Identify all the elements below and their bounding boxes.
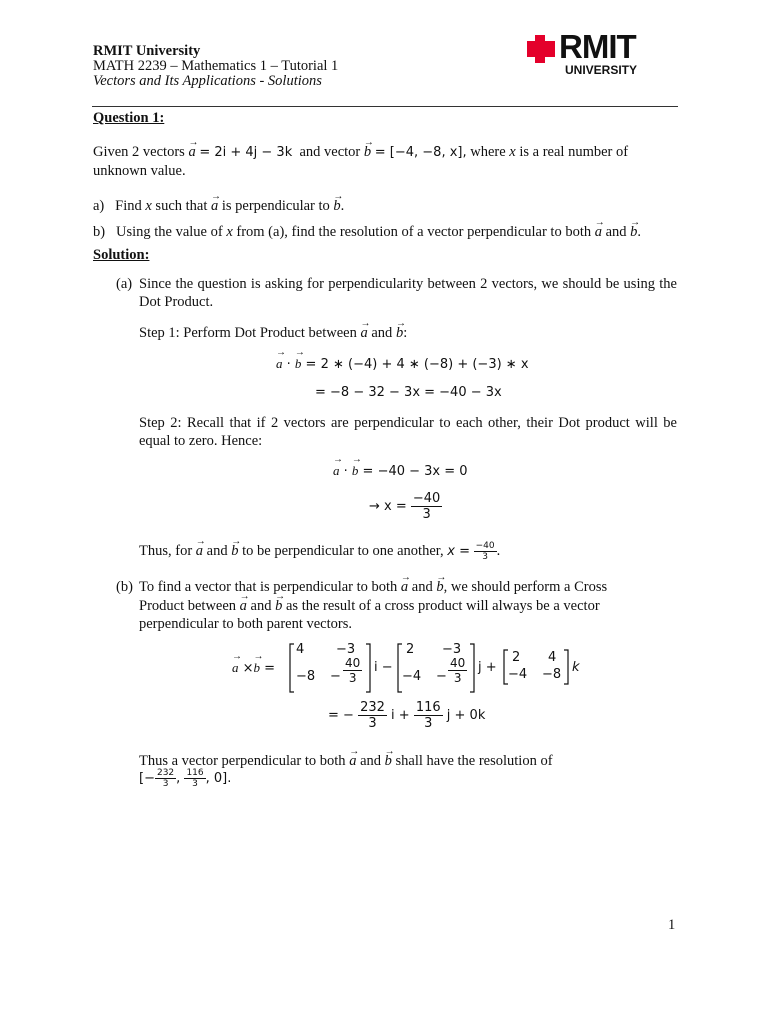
solution-a-intro: Since the question is asking for perpendicularity between 2 vectors, we should be using the Dot Product. bbox=[139, 276, 677, 310]
logo-subtext: UNIVERSITY bbox=[565, 63, 638, 77]
header-divider bbox=[92, 106, 678, 107]
page-number: 1 bbox=[668, 917, 676, 933]
solution-a-label: (a) bbox=[116, 276, 133, 292]
solution-b-conclusion: Thus a vector perpendicular to both → a and → b shall have the resolution of bbox=[139, 752, 553, 770]
question-statement-line2: unknown value. bbox=[93, 163, 186, 179]
logo-wordmark: RMIT bbox=[559, 28, 636, 65]
equation-dot-zero: → a · → b = −40 − 3x = 0 bbox=[333, 463, 468, 479]
course-title: MATH 2239 – Mathematics 1 – Tutorial 1 bbox=[93, 58, 339, 74]
rmit-logo bbox=[527, 28, 677, 78]
solution-heading: Solution: bbox=[93, 247, 150, 263]
solution-b-intro-line1: To find a vector that is perpendicular to both → a and → b, we should perform a Cross bbox=[139, 578, 607, 596]
question-statement-line1: Given 2 vectors → a = 2i + 4j − 3k and vector → b = [−4, −8, x], where x is a real number of bbox=[93, 143, 677, 162]
document-subtitle: Vectors and Its Applications - Solutions bbox=[93, 73, 322, 89]
equation-cross-result: = − $\frac{232}{3}$ i + $\frac{116}{3}$ j + 0k bbox=[328, 700, 486, 731]
solution-a-conclusion: Thus, for → a and → b to be perpendicular to one another, x = $\frac{-40}{3}$ . bbox=[139, 541, 500, 562]
equation-cross-product: → a ×→ b = 4 −3 −8 − $\frac{40}{3}$ i − 2 −3 −4 − $\frac{40}{3}$ j + 2 4 −4 −8 k bbox=[232, 642, 592, 694]
solution-b-intro-line2: Product between → a and → b as the result of a cross product will always be a vector bbox=[139, 597, 600, 615]
equation-dot-product-1: → a · → b = 2 ∗ (−4) + 4 ∗ (−8) + (−3) ∗ x bbox=[276, 356, 529, 372]
solution-b-intro-line3: perpendicular to both parent vectors. bbox=[139, 616, 352, 632]
solution-a-step1: Step 1: Perform Dot Product between → a and → b: bbox=[139, 324, 407, 342]
solution-b-label: (b) bbox=[116, 579, 133, 595]
solution-a-step2: Step 2: Recall that if 2 vectors are perpendicular to each other, their Dot product will be equal to zero. Hence: bbox=[139, 415, 677, 449]
question-part-a: a) Find x such that → a is perpendicular to → b. bbox=[93, 197, 344, 215]
equation-x-value: → x = $\frac{-40}{3}$ bbox=[369, 491, 441, 522]
question-part-b: b) Using the value of x from (a), find the resolution of a vector perpendicular to both → a and → b. bbox=[93, 223, 641, 241]
equation-dot-product-2: = −8 − 32 − 3x = −40 − 3x bbox=[315, 385, 502, 400]
institution-name: RMIT University bbox=[93, 43, 201, 59]
result-vector: [− $\frac{232}{3}$ , $\frac{116}{3}$ , 0]. bbox=[139, 768, 232, 789]
rmit-pixel-mark-icon bbox=[527, 35, 561, 65]
question-heading: Question 1: bbox=[93, 110, 165, 126]
